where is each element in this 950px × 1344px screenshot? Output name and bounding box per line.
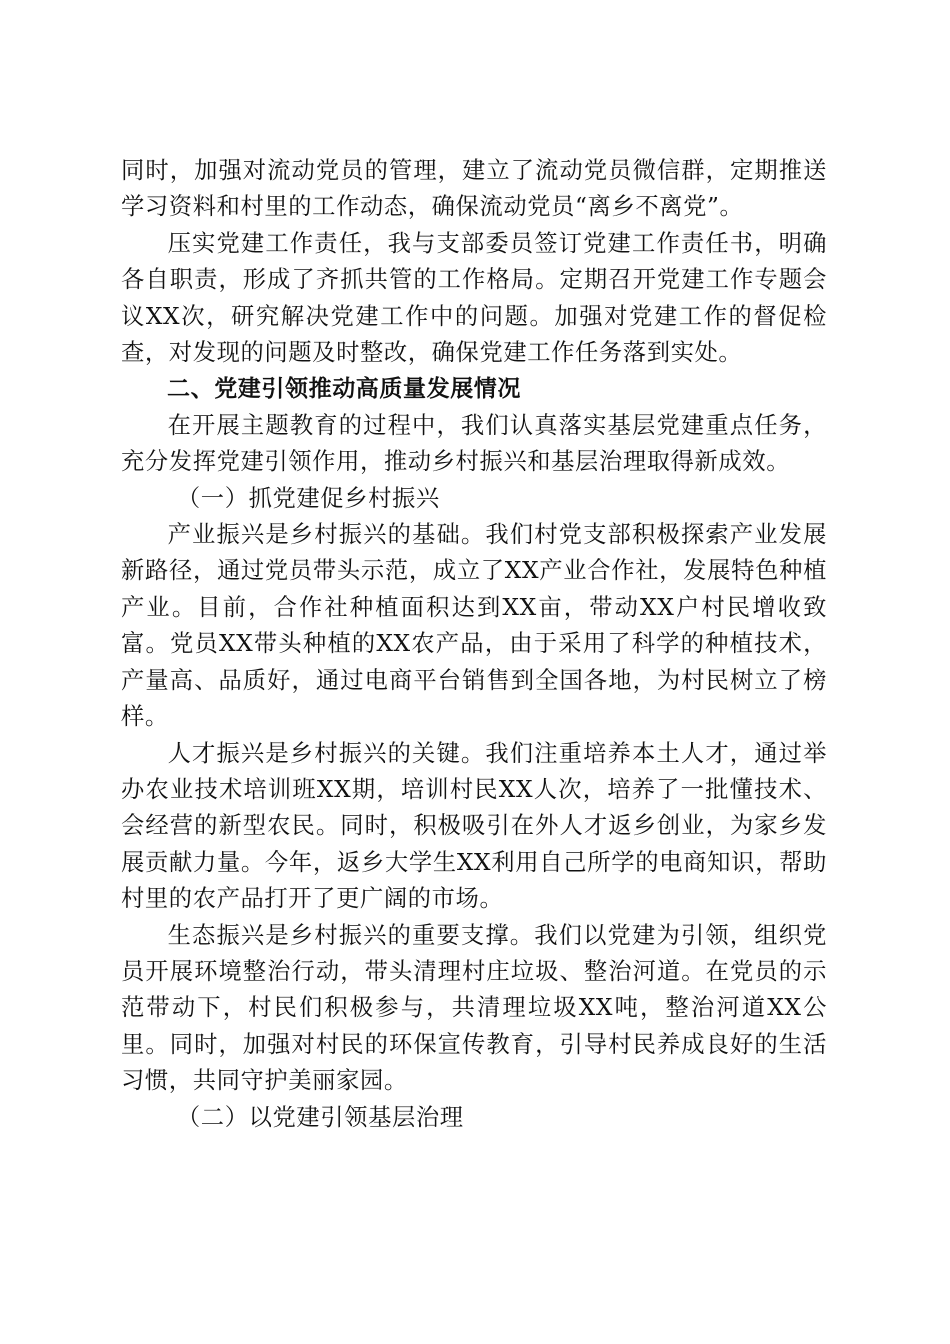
section-heading-high-quality-development: 二、党建引领推动高质量发展情况 [167,376,521,403]
paragraph-ecological-revitalization: 生态振兴是乡村振兴的重要支撑。我们以党建为引领，组织党员开展环境整治行动，带头清理村庄垃圾、整治河道。在党员的示范带动下，村民们积极参与，共清理垃圾XX吨，整治河道XX公里。同时，加强对村民的环保宣传教育，引导村民养成良好的生活习惯，共同守护美丽家园。 [121,921,827,1095]
paragraph-responsibility: 压实党建工作责任，我与支部委员签订党建工作责任书，明确各自职责，形成了齐抓共管的工作格局。定期召开党建工作专题会议XX次，研究解决党建工作中的问题。加强对党建工作的督促检查，对发现的问题及时整改，确保党建工作任务落到实处。 [121,229,827,367]
paragraph-floating-members: 同时，加强对流动党员的管理，建立了流动党员微信群，定期推送学习资料和村里的工作动态，确保流动党员“离乡不离党”。 [121,157,827,221]
paragraph-talent-revitalization: 人才振兴是乡村振兴的关键。我们注重培养本土人才，通过举办农业技术培训班XX期，培训村民XX人次，培养了一批懂技术、会经营的新型农民。同时，积极吸引在外人才返乡创业，为家乡发展贡献力量。今年，返乡大学生XX利用自己所学的电商知识，帮助村里的农产品打开了更广阔的市场。 [121,739,827,913]
paragraph-section-intro: 在开展主题教育的过程中，我们认真落实基层党建重点任务，充分发挥党建引领作用，推动乡村振兴和基层治理取得新成效。 [121,411,827,476]
subheading-rural-revitalization: （一）抓党建促乡村振兴 [176,484,440,512]
paragraph-industry-revitalization: 产业振兴是乡村振兴的基础。我们村党支部积极探索产业发展新路径，通过党员带头示范，成立了XX产业合作社，发展特色种植产业。目前，合作社种植面积达到XX亩，带动XX户村民增收致富。党员XX带头种植的XX农产品，由于采用了科学的种植技术，产量高、品质好，通过电商平台销售到全国各地，为村民树立了榜样。 [121,521,827,731]
subheading-grassroots-governance: （二）以党建引领基层治理 [176,1103,464,1131]
document-body [121,153,827,1136]
